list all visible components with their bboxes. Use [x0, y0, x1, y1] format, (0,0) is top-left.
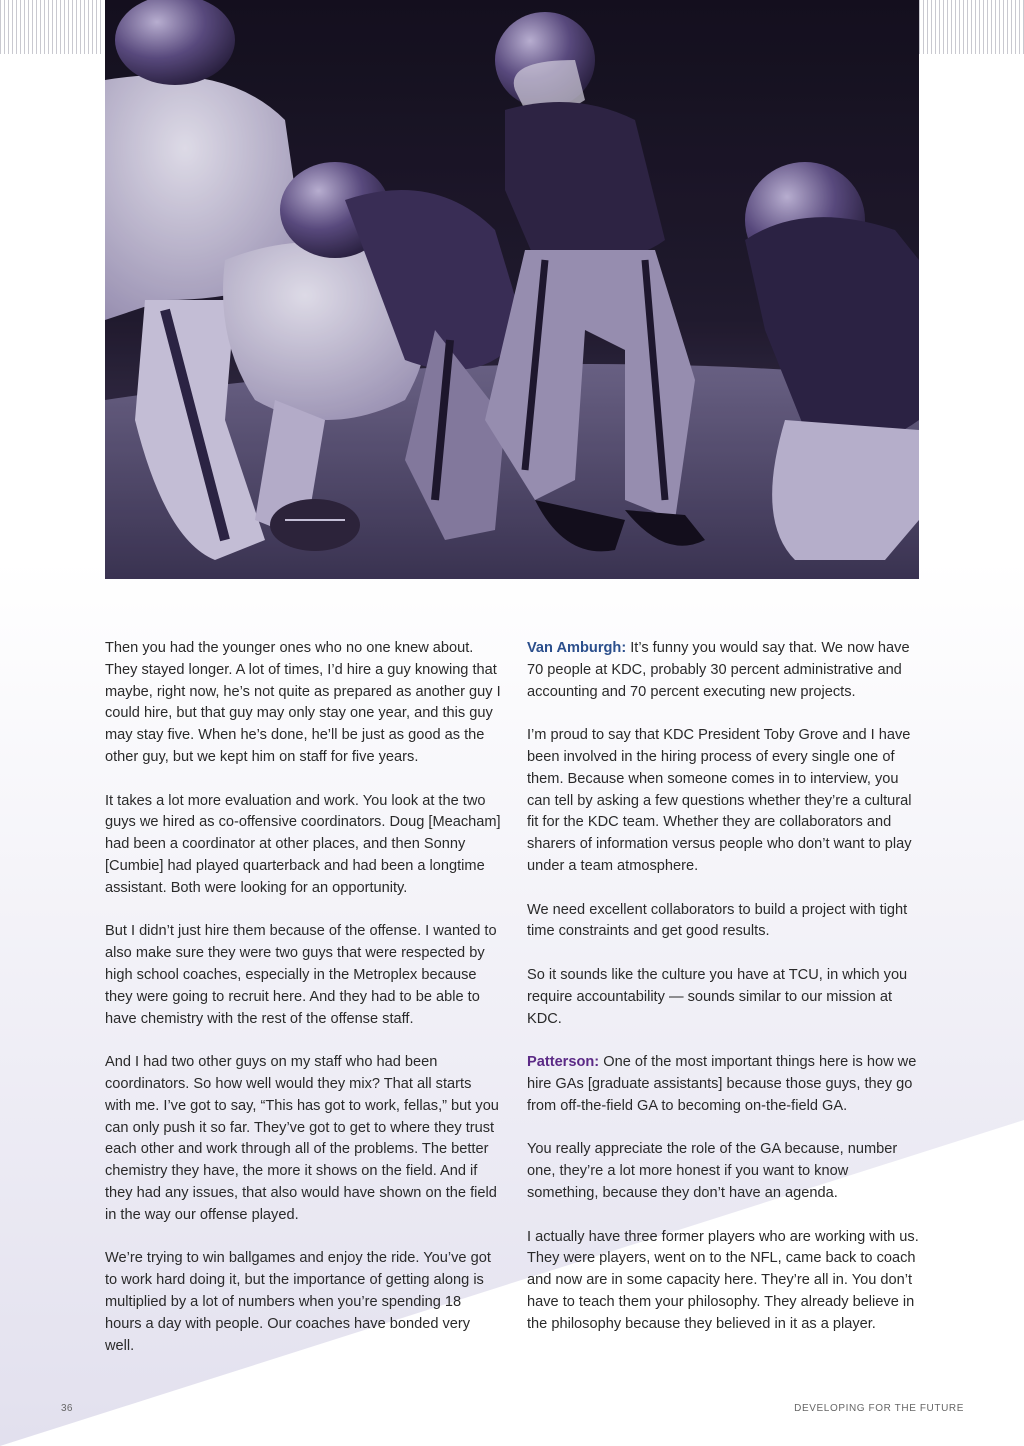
body-paragraph: But I didn’t just hire them because of the offense. I wanted to also make sure they were two guys that were respected by high school coaches, especially in the Metroplex because they were going to recruit here. And they had to be able to have chemistry with the rest of the offense staff.	[105, 923, 497, 1027]
football-players-photo	[105, 0, 919, 579]
article-right-column	[527, 638, 922, 1357]
body-paragraph: So it sounds like the culture you have at TCU, in which you require accountability — sounds similar to our mission at KDC.	[527, 966, 908, 1027]
body-paragraph: And I had two other guys on my staff who had been coordinators. So how well would they mix? That all starts with me. I’ve got to say, “This has got to work, fellas,” but you can only push it so far. They’ve got to get to where they trust each other and work through all of the problems. The better chemistry they have, the more it shows on the field. And if they had any issues, that also would have shown on the field in the way our offense played.	[105, 1054, 499, 1223]
decorative-stripes-left	[0, 0, 104, 54]
body-paragraph: I’m proud to say that KDC President Toby Grove and I have been involved in the hiring process of every single one of them. Because when someone comes in to interview, you can tell by asking a few questions whether they’re a cultural fit for the KDC team. Whether they are collaborators and sharers of information versus people who don’t want to play under a team atmosphere.	[527, 727, 912, 874]
speaker-label-van-amburgh: Van Amburgh:	[527, 640, 627, 656]
section-footer-title: DEVELOPING FOR THE FUTURE	[794, 1403, 964, 1414]
body-paragraph: We’re trying to win ballgames and enjoy the ride. You’ve got to work hard doing it, but the importance of getting along is multiplied by a lot of numbers when you’re spending 18 hours a day with people. Our coaches have bonded very well.	[105, 1250, 491, 1354]
speaker-label-patterson: Patterson:	[527, 1054, 600, 1071]
body-paragraph: I actually have three former players who are working with us. They were players, went on to the NFL, came back to coach and now are in some capacity here. They’re all in. You don’t have to teach them your philosophy. They already believe in the philosophy because they believed in it as a player.	[527, 1228, 919, 1332]
body-paragraph: It takes a lot more evaluation and work. You look at the two guys we hired as co-offensive coordinators. Doug [Meacham] had been a coordinator at other places, and then Sonny [Cumbie] had played quarterback and had been a longtime assistant. Both were looking for an opportunity.	[105, 792, 501, 896]
body-paragraph	[527, 1052, 922, 1117]
paragraph-text: One of the most important things here is how we hire GAs [graduate assistants] because those guys, they go from off-the-field GA to becoming on-the-field GA.	[527, 1054, 917, 1114]
article-left-column	[105, 638, 501, 1379]
body-paragraph: We need excellent collaborators to build a project with tight time constraints and get good results.	[527, 901, 908, 940]
body-paragraph: Then you had the younger ones who no one knew about. They stayed longer. A lot of times, I’d hire a guy knowing that maybe, right now, he’s not quite as prepared as another guy I could hire, but that guy may only stay one year, and this guy may stay five. When he’s done, he’ll be just as good as the other guy, but we kept him on staff for five years.	[105, 640, 501, 765]
body-paragraph	[527, 638, 922, 703]
paragraph-text: It’s funny you would say that. We now have 70 people at KDC, probably 30 percent administrative and accounting and 70 percent executing new projects.	[527, 640, 910, 700]
decorative-stripes-right	[919, 0, 1024, 54]
football-line-illustration	[105, 0, 919, 579]
body-paragraph: You really appreciate the role of the GA because, number one, they’re a lot more honest if you want to know something, because they don’t have an agenda.	[527, 1141, 898, 1201]
page-number: 36	[61, 1403, 73, 1414]
